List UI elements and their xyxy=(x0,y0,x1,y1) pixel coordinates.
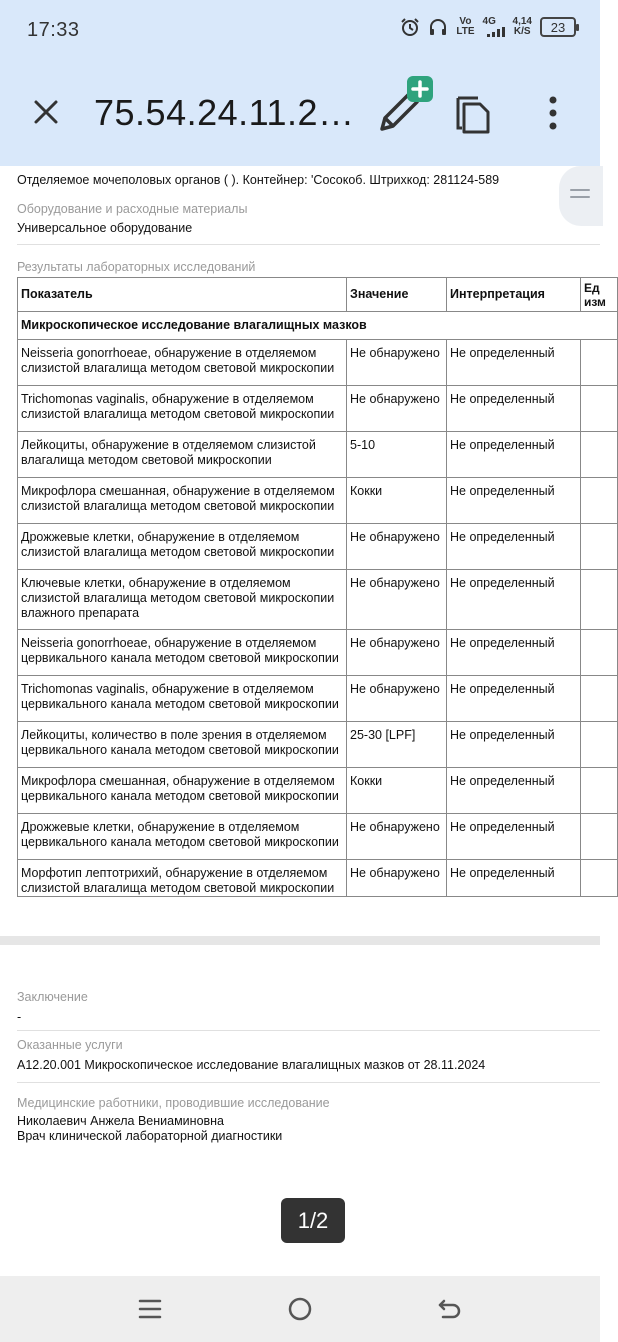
table-row xyxy=(18,386,618,432)
indicator-line: Микрофлора смешанная, обнаружение в отделяемом xyxy=(21,774,335,788)
volte-top: Vo xyxy=(459,16,472,27)
staff-role: Врач клинической лабораторной диагностики xyxy=(17,1129,283,1143)
indicator-line: слизистой влагалища методом световой микроскопии xyxy=(21,361,335,375)
indicator-line: слизистой влагалища методом световой микроскопии xyxy=(21,499,335,513)
cell-interpretation: Не определенный xyxy=(447,386,581,432)
cell-indicator xyxy=(18,722,347,768)
back-icon[interactable] xyxy=(435,1294,465,1324)
cell-interpretation: Не определенный xyxy=(447,478,581,524)
cell-value: Кокки xyxy=(347,768,447,814)
indicator-line: Ключевые клетки, обнаружение в отделяемом xyxy=(21,576,291,590)
divider xyxy=(17,1082,600,1083)
indicator-line: влажного препарата xyxy=(21,606,140,620)
copy-icon[interactable] xyxy=(452,92,492,136)
document-viewer[interactable] xyxy=(0,166,606,1276)
status-time: 17:33 xyxy=(27,19,80,41)
menu-icon[interactable] xyxy=(135,1294,165,1324)
more-icon[interactable] xyxy=(541,94,565,134)
cell-value: Не обнаружено xyxy=(347,676,447,722)
volte-bottom: LTE xyxy=(456,26,475,37)
indicator-line: Морфотип лептотрихий, обнаружение в отделяемом xyxy=(21,866,328,880)
table-row xyxy=(18,524,618,570)
equipment-value: Универсальное оборудование xyxy=(17,221,193,235)
results-label: Результаты лабораторных исследований xyxy=(17,260,256,274)
cell-unit xyxy=(581,722,618,768)
cell-indicator xyxy=(18,386,347,432)
indicator-line: цервикального канала методом световой микроскопии xyxy=(21,651,339,665)
indicator-line: цервикального канала методом световой микроскопии xyxy=(21,835,339,849)
signal-icon xyxy=(483,17,505,37)
divider xyxy=(17,244,600,245)
cell-indicator xyxy=(18,340,347,386)
speed-unit: K/S xyxy=(513,26,531,37)
cell-interpretation: Не определенный xyxy=(447,676,581,722)
cell-value: Не обнаружено xyxy=(347,570,447,630)
indicator-line: влагалища методом световой микроскопии xyxy=(21,453,272,467)
page-divider xyxy=(0,936,600,945)
battery-level: 23 xyxy=(550,19,566,35)
header-unit-line2: изм xyxy=(584,294,606,309)
header-unit xyxy=(581,278,618,312)
cell-value: Не обнаружено xyxy=(347,386,447,432)
table-row xyxy=(18,432,618,478)
net-speed xyxy=(513,17,532,37)
cell-value: Не обнаружено xyxy=(347,860,447,897)
header-value: Значение xyxy=(347,278,447,312)
table-row xyxy=(18,630,618,676)
cell-interpretation: Не определенный xyxy=(447,860,581,897)
cell-indicator xyxy=(18,432,347,478)
volte-indicator xyxy=(456,17,474,37)
staff-label: Медицинские работники, проводившие исследование xyxy=(17,1096,330,1110)
battery-icon xyxy=(540,17,576,37)
table-header-row xyxy=(18,278,618,312)
close-icon[interactable] xyxy=(28,94,64,130)
indicator-line: слизистой влагалища методом световой микроскопии xyxy=(21,545,335,559)
cell-unit xyxy=(581,814,618,860)
indicator-line: Trichomonas vaginalis, обнаружение в отделяемом xyxy=(21,682,314,696)
cell-unit xyxy=(581,386,618,432)
indicator-line: Дрожжевые клетки, обнаружение в отделяемом xyxy=(21,530,300,544)
table-row xyxy=(18,478,618,524)
indicator-line: слизистой влагалища методом световой микроскопии xyxy=(21,407,335,421)
cell-unit xyxy=(581,524,618,570)
equipment-label: Оборудование и расходные материалы xyxy=(17,202,248,216)
table-row xyxy=(18,860,618,897)
indicator-line: Микрофлора смешанная, обнаружение в отделяемом xyxy=(21,484,335,498)
conclusion-label: Заключение xyxy=(17,990,88,1004)
cell-interpretation: Не определенный xyxy=(447,524,581,570)
indicator-line: слизистой влагалища методом световой микроскопии xyxy=(21,881,335,895)
indicator-line: Neisseria gonorrhoeae, обнаружение в отделяемом xyxy=(21,346,317,360)
cell-unit xyxy=(581,860,618,897)
cell-unit xyxy=(581,570,618,630)
status-bar xyxy=(0,0,600,62)
indicator-line: слизистой влагалища методом световой микроскопии xyxy=(21,591,335,605)
cell-interpretation: Не определенный xyxy=(447,432,581,478)
cell-unit xyxy=(581,630,618,676)
table-row xyxy=(18,340,618,386)
speed-value: 4,14 xyxy=(512,16,532,27)
edit-icon[interactable] xyxy=(373,74,437,138)
indicator-line: Лейкоциты, количество в поле зрения в отделяемом xyxy=(21,728,327,742)
indicator-line: Лейкоциты, обнаружение в отделяемом слизистой xyxy=(21,438,316,452)
cell-indicator xyxy=(18,524,347,570)
home-icon[interactable] xyxy=(285,1294,315,1324)
header-interpretation: Интерпретация xyxy=(447,278,581,312)
cell-value: 5-10 xyxy=(347,432,447,478)
cell-indicator xyxy=(18,676,347,722)
cell-indicator xyxy=(18,478,347,524)
cell-unit xyxy=(581,768,618,814)
table-row xyxy=(18,676,618,722)
services-label: Оказанные услуги xyxy=(17,1038,123,1052)
app-bar xyxy=(0,62,600,166)
page-indicator: 1/2 xyxy=(281,1198,345,1243)
cell-value: Не обнаружено xyxy=(347,630,447,676)
results-table xyxy=(17,277,618,897)
indicator-line: цервикального канала методом световой микроскопии xyxy=(21,743,339,757)
table-row xyxy=(18,570,618,630)
cell-unit xyxy=(581,676,618,722)
indicator-line: Neisseria gonorrhoeae, обнаружение в отделяемом xyxy=(21,636,317,650)
cell-value: Не обнаружено xyxy=(347,524,447,570)
cell-indicator xyxy=(18,860,347,897)
cell-indicator xyxy=(18,570,347,630)
headphones-icon xyxy=(428,17,448,37)
cell-value: Не обнаружено xyxy=(347,340,447,386)
document-title: 75.54.24.11.2… xyxy=(94,92,355,133)
cell-value: Кокки xyxy=(347,478,447,524)
cell-indicator xyxy=(18,814,347,860)
header-unit-line1: Ед xyxy=(584,280,600,295)
staff-name: Николаевич Анжела Вениаминовна xyxy=(17,1114,225,1128)
cell-unit xyxy=(581,478,618,524)
cell-interpretation: Не определенный xyxy=(447,340,581,386)
table-row xyxy=(18,814,618,860)
indicator-line: цервикального канала методом световой микроскопии xyxy=(21,789,339,803)
table-row xyxy=(18,768,618,814)
section-row xyxy=(18,312,618,340)
cell-value: Не обнаружено xyxy=(347,814,447,860)
alarm-icon xyxy=(400,17,420,37)
table-row xyxy=(18,722,618,768)
cell-indicator xyxy=(18,768,347,814)
cell-unit xyxy=(581,432,618,478)
cell-unit xyxy=(581,340,618,386)
cell-value: 25-30 [LPF] xyxy=(347,722,447,768)
cell-interpretation: Не определенный xyxy=(447,768,581,814)
indicator-line: Дрожжевые клетки, обнаружение в отделяемом xyxy=(21,820,300,834)
signal-type: 4G xyxy=(482,16,496,27)
indicator-line: цервикального канала методом световой микроскопии xyxy=(21,697,339,711)
conclusion-value: - xyxy=(17,1010,22,1024)
cell-indicator xyxy=(18,630,347,676)
cell-interpretation: Не определенный xyxy=(447,630,581,676)
services-value: A12.20.001 Микроскопическое исследование влагалищных мазков от 28.11.2024 xyxy=(17,1058,486,1072)
cell-interpretation: Не определенный xyxy=(447,722,581,768)
scroll-handle-icon[interactable] xyxy=(559,166,603,226)
specimen-line: Отделяемое мочеполовых органов ( ). Контейнер: 'Сосокоб. Штрихкод: 281124-589 xyxy=(17,173,500,187)
section-title: Микроскопическое исследование влагалищных мазков xyxy=(18,312,618,340)
header-indicator: Показатель xyxy=(18,278,347,312)
cell-interpretation: Не определенный xyxy=(447,570,581,630)
divider xyxy=(17,1030,600,1031)
navigation-bar xyxy=(0,1276,600,1342)
status-icons xyxy=(400,17,576,37)
indicator-line: Trichomonas vaginalis, обнаружение в отделяемом xyxy=(21,392,314,406)
cell-interpretation: Не определенный xyxy=(447,814,581,860)
